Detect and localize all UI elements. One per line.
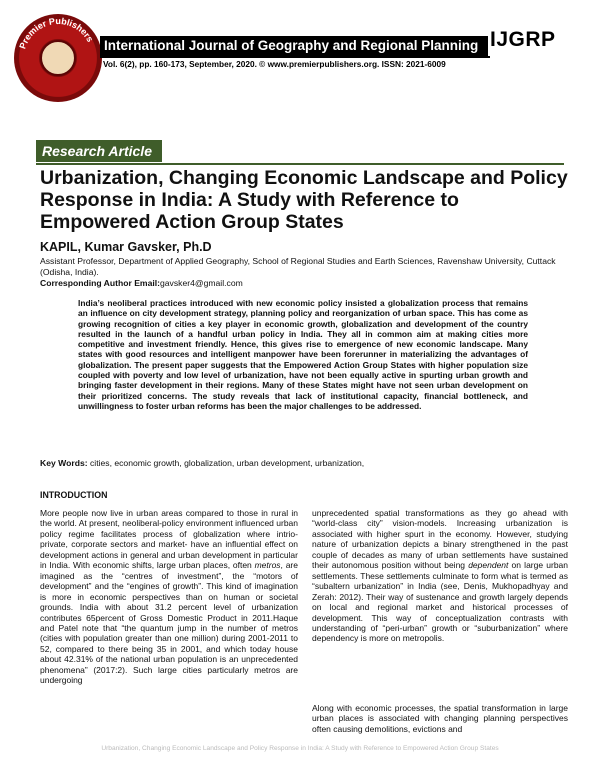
journal-title: International Journal of Geography and Regional Planning xyxy=(104,38,479,53)
keywords-list: cities, economic growth, globalization, urban development, urbanization, xyxy=(89,458,365,468)
paragraph-text: unprecedented spatial transformations as they go ahead with “world-class city” vision-models. Increasing urbanization is associated with higher spurt in the economy. However, studying nature of urbanization depicts a binary strengthened in the past couple of decades as many of urban settlements have sustained their autonomous position without being xyxy=(312,508,568,571)
header-divider xyxy=(100,56,490,58)
paragraph-text: on large urban settlements. These settlements culminate to form what is termed as “subaltern urbanization” in India (see, Denis, Mukhopadhyay and Zerah: 2012). Their way of sustenance and growth largely depends on local and regional market and historical processes of development. This way of conceptualization contrasts with understanding of “peri-urban” growth or “suburbanization” where dependency is more on metropolis. xyxy=(312,560,568,644)
paragraph-text: More people now live in urban areas compared to those in rural in the world. At present, neoliberal-policy environment influenced urban policy regime facilitates process of globalization where intrio- private, corporate sectors and market- have an influential effect on development actions in general and urban development in particular in India. With economic shifts, large urban places, often xyxy=(40,508,298,571)
globe-icon xyxy=(40,40,76,76)
body-column-left xyxy=(40,508,298,686)
paragraph-text: , are imagined as the “centres of investment”, the “motors of development” and the “engines of growth”. This kind of imagination is more in economic perspectives than on human or societal grounds. India with about 31.2 percent level of urbanization contributes 65percent of Gross Domestic Product in 2011.Haque and Patel note that “the quantum jump in the number of metros (cities with population greater than one million) during 2001-2011 to 52, compared to there being 35 in 2001, and which today house about 42.31% of the national urban population is an unprecedented phenomena” (2017:2). Such large cities particularly metros are undergoing xyxy=(40,560,298,686)
page-footer: Urbanization, Changing Economic Landscape and Policy Response in India: A Study with Reference to Empowered Action Group States xyxy=(101,745,499,752)
keywords xyxy=(40,458,568,468)
keywords-label: Key Words: xyxy=(40,458,88,468)
emphasis-dependent: dependent xyxy=(468,560,509,571)
publisher-logo xyxy=(14,14,102,102)
publisher-logo-text: Premier Publishers xyxy=(17,15,96,51)
journal-info: Vol. 6(2), pp. 160-173, September, 2020. © www.premierpublishers.org. ISSN: 2021-6009 xyxy=(103,59,446,69)
journal-abbreviation: IJGRP xyxy=(490,28,556,51)
corresponding-email: gavsker4@gmail.com xyxy=(160,278,243,288)
article-title: Urbanization, Changing Economic Landscape and Policy Response in India: A Study with Reference to Empowered Action Group States xyxy=(40,167,568,233)
abstract: India’s neoliberal practices introduced with new economic policy insisted a globalization process that remains an influence on city development strategy, planning policy and reorganization of urban space. This has come as growing recognition of cities a key player in economic growth, globalization and development of the country resulted in the launch of a handful urban policy in India. They all in common aim at making cities more competitive and investment friendly. Hence, this gives rise to emergence of new economic landscape. Many states with good resources and intelligent manpower have been forerunner in materializing the advantages of globalization. The present paper suggests that the Empowered Action Group States with higher population size coupled with poverty and low level of urbanization, have not been equally active in spurting urban growth and bringing faster development in their regions. Many of these States might have not seen urban development on their prioritized concerns. The study reveals that lack of institutional capacity, financial bottleneck, and unwillingness to foster urban reforms has been the major challenges to be addressed. xyxy=(78,298,528,411)
body-paragraph-right-2: Along with economic processes, the spatial transformation in large urban places is associated with changing planning perspectives often causing demolitions, evictions and xyxy=(312,703,568,734)
author-name: KAPIL, Kumar Gavsker, Ph.D xyxy=(40,240,212,254)
author-affiliation: Assistant Professor, Department of Applied Geography, School of Regional Studies and Earth Sciences, Ravenshaw University, Cuttack (Odisha, India). xyxy=(40,256,556,277)
article-type-divider xyxy=(36,163,564,165)
corresponding-label: Corresponding Author Email: xyxy=(40,278,160,288)
corresponding-author xyxy=(40,278,243,288)
section-heading-introduction: INTRODUCTION xyxy=(40,490,108,500)
emphasis-metros: metros xyxy=(254,560,281,571)
article-type-label: Research Article xyxy=(42,143,152,159)
body-column-right xyxy=(312,508,568,644)
